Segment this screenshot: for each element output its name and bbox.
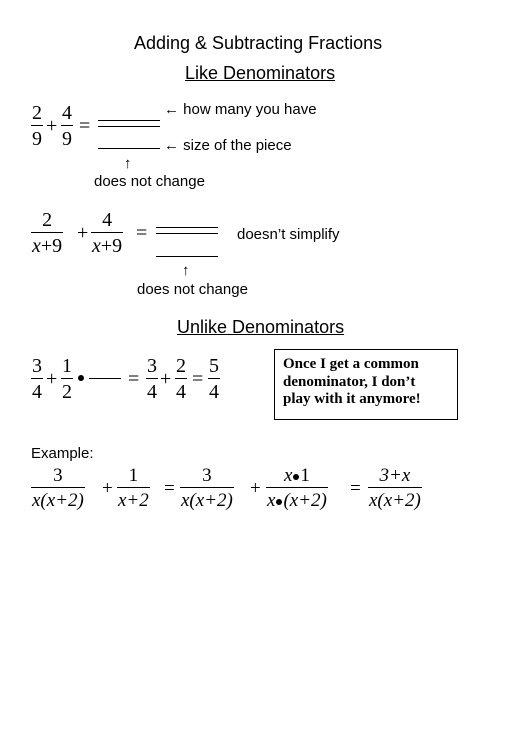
example-term-3-over-x-x-plus-2	[31, 466, 85, 510]
blank-fraction-line	[89, 378, 121, 379]
numerator: 1	[128, 465, 139, 486]
note-does-not-change: does not change	[137, 281, 248, 298]
denominator-rest: +9	[40, 235, 63, 257]
fraction-1-2	[61, 356, 73, 402]
denominator: x(x+2)	[181, 490, 233, 511]
numerator: 2	[176, 355, 186, 377]
note-does-not-change: does not change	[94, 173, 205, 190]
numerator: 5	[209, 355, 219, 377]
example-term-3-plus-x-over-x-x-plus-2	[368, 466, 422, 510]
denominator-rest: (x+2)	[283, 490, 327, 511]
denominator: 4	[147, 381, 157, 403]
plus-sign: +	[46, 368, 58, 390]
fraction-3-4-result	[146, 356, 158, 402]
denominator	[31, 233, 63, 256]
fraction-5-4	[208, 356, 220, 402]
blank-denominator-line	[98, 148, 160, 149]
plus-sign: +	[250, 478, 261, 499]
denominator: 4	[209, 381, 219, 403]
up-arrow: ↑	[182, 262, 190, 279]
like-denominators-heading: Like Denominators	[185, 63, 336, 83]
fraction-2-over-x-plus-9	[31, 210, 63, 256]
note-line: Once I get a common	[283, 356, 419, 372]
numerator: 3	[32, 355, 42, 377]
fraction-2-4	[175, 356, 187, 402]
denominator: x(x+2)	[32, 490, 84, 511]
fraction-4-9	[61, 103, 73, 149]
numerator: 3	[53, 465, 63, 486]
denominator: 9	[62, 128, 72, 150]
equals-sign: =	[350, 478, 361, 499]
denominator: x(x+2)	[369, 490, 421, 511]
denominator: 9	[32, 128, 42, 150]
numerator-rest: 1	[300, 465, 310, 486]
plus-sign: +	[46, 115, 58, 137]
multiplication-dot	[293, 474, 299, 480]
variable-x: x	[283, 465, 293, 486]
numerator: 2	[32, 102, 42, 124]
numerator	[283, 466, 311, 487]
denominator: 4	[32, 381, 42, 403]
note-doesnt-simplify: doesn’t simplify	[237, 226, 340, 243]
note-line: play with it anymore!	[283, 391, 421, 408]
denominator: 4	[176, 381, 186, 403]
numerator: 1	[62, 355, 72, 377]
fraction-2-9	[31, 103, 43, 149]
example-term-1-over-x-plus-2	[117, 466, 150, 510]
common-denominator-note-box	[274, 349, 458, 420]
variable-x: x	[32, 235, 41, 257]
denominator-rest: +9	[100, 235, 123, 257]
denominator: x+2	[118, 490, 149, 511]
variable-x: x	[267, 490, 276, 511]
denominator	[91, 233, 123, 256]
multiplication-dot	[276, 499, 282, 505]
numerator: 3	[147, 355, 157, 377]
equals-sign: =	[136, 222, 148, 244]
equals-sign: =	[164, 478, 175, 499]
page-title: Adding & Subtracting Fractions	[134, 33, 383, 53]
blank-numerator-line	[98, 120, 160, 121]
numerator: 4	[102, 209, 113, 231]
plus-sign: +	[102, 478, 113, 499]
blank-denominator-line	[156, 256, 218, 257]
plus-sign: +	[77, 222, 89, 244]
note-size-of-piece: ← size of the piece	[164, 137, 292, 154]
numerator: 4	[62, 102, 72, 124]
unlike-denominators-heading: Unlike Denominators	[177, 317, 345, 337]
fraction-4-over-x-plus-9	[91, 210, 123, 256]
blank-numerator-line	[156, 227, 218, 228]
example-term-x-1-over-x-x-plus-2	[266, 466, 328, 510]
equals-sign: =	[192, 368, 204, 390]
fraction-bar-line	[98, 126, 160, 127]
denominator: 2	[62, 381, 72, 403]
multiplication-dot	[78, 375, 84, 381]
equals-sign: =	[79, 115, 91, 137]
variable-x: x	[92, 235, 101, 257]
fraction-3-4	[31, 356, 43, 402]
up-arrow: ↑	[124, 155, 132, 172]
equals-sign: =	[128, 368, 140, 390]
note-line: denominator, I don’t	[283, 373, 416, 390]
example-term-3-over-x-x-plus-2-b	[180, 466, 234, 510]
fraction-bar-line	[156, 233, 218, 234]
numerator: 3+x	[379, 465, 411, 486]
note-how-many-you-have: ← how many you have	[164, 101, 317, 118]
example-label: Example:	[31, 445, 94, 462]
numerator: 2	[42, 209, 53, 231]
plus-sign: +	[160, 368, 172, 390]
denominator	[266, 488, 328, 510]
numerator: 3	[202, 465, 212, 486]
